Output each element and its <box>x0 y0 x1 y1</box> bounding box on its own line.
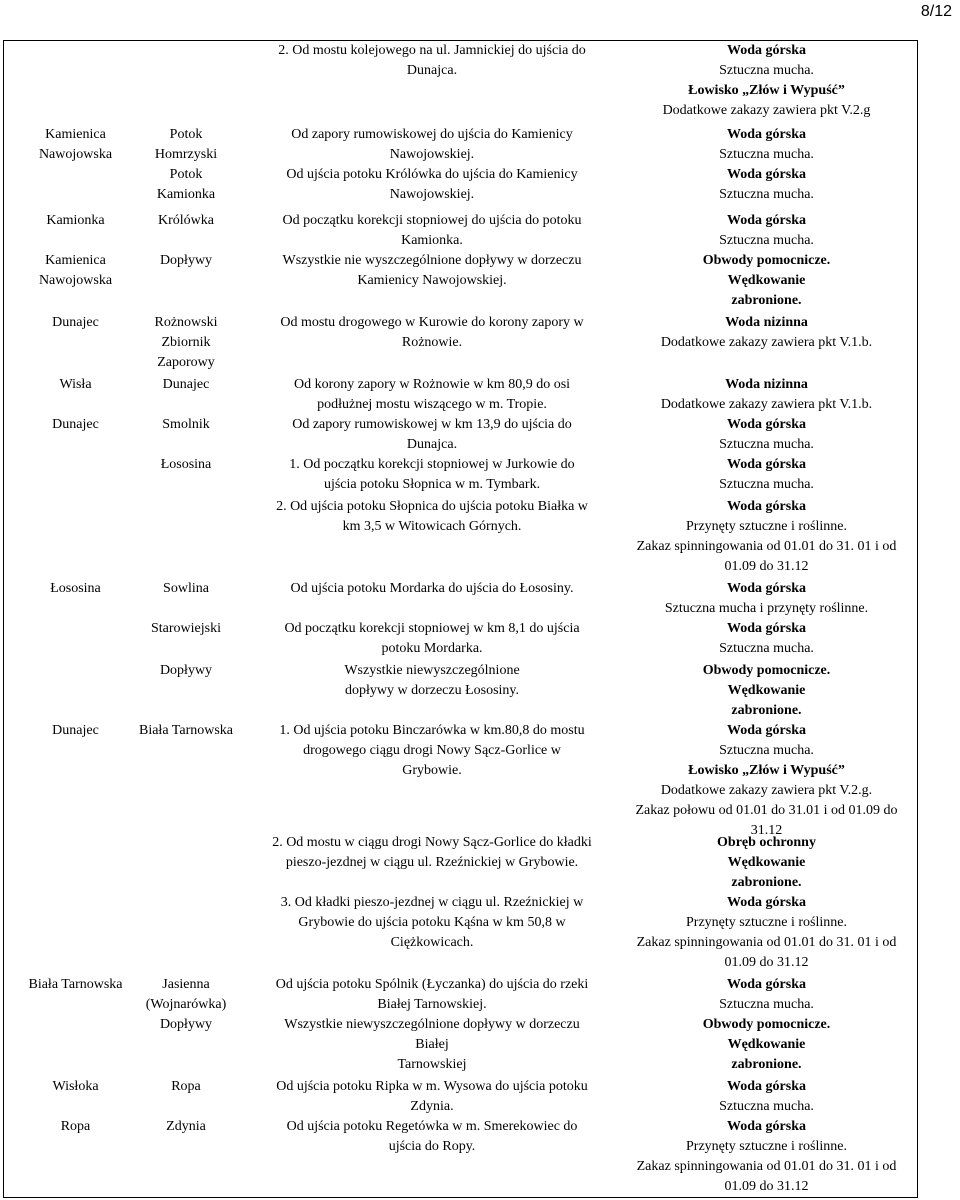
cell-line: Przynęty sztuczne i roślinne. <box>686 519 847 534</box>
cell-line: Woda górska <box>727 581 806 596</box>
cell-line: Kamionka <box>156 187 216 202</box>
rules-cell <box>614 721 919 841</box>
cell-line: Woda górska <box>727 43 806 58</box>
cell-line: Od mostu drogowego w Kurowie do korony zapory w <box>280 315 584 330</box>
cell-line: Dunajec <box>52 315 99 330</box>
cell-line: Dodatkowe zakazy zawiera pkt V.1.b. <box>660 397 873 412</box>
rules-cell <box>614 619 919 659</box>
cell-line: Jasienna <box>162 977 210 992</box>
cell-line: Wędkowanie <box>727 1037 806 1052</box>
cell-line: Od ujścia potoku Spólnik (Łyczanka) do ujścia do rzeki <box>275 977 589 992</box>
cell-line: Potok <box>169 167 203 182</box>
cell-line: Starowiejski <box>151 621 221 636</box>
cell-line: Od początku korekcji stopniowej w km 8,1 do ujścia <box>284 621 580 636</box>
cell-line: Nawojowska <box>38 273 113 288</box>
rules-cell <box>614 251 919 311</box>
cell-line: Od ujścia potoku Ripka w m. Wysowa do ujścia potoku <box>276 1079 588 1094</box>
cell-line: Sztuczna mucha. <box>719 997 814 1012</box>
cell-line: Sztuczna mucha. <box>719 437 814 452</box>
cell-line: Obręb ochronny <box>717 835 816 850</box>
range-cell <box>256 975 608 1015</box>
range-cell <box>256 497 608 537</box>
cell-line: podłużnej mostu wiszącego w m. Tropie. <box>317 397 547 412</box>
range-cell <box>256 313 608 353</box>
cell-line: Homrzyski <box>154 147 218 162</box>
cell-line: Obwody pomocnicze. <box>702 253 831 268</box>
cell-line: Wędkowanie <box>727 855 806 870</box>
cell-line: ujścia potoku Słopnica w m. Tymbark. <box>323 477 541 492</box>
rules-cell <box>614 497 919 577</box>
river-cell <box>7 251 144 291</box>
cell-line: Od zapory rumowiskowej do ujścia do Kamienicy <box>291 127 573 142</box>
cell-line: Dunajec <box>162 377 210 392</box>
cell-line: Dunajec <box>52 723 99 738</box>
cell-line: potoku Mordarka. <box>381 641 483 656</box>
range-cell <box>256 619 608 659</box>
cell-line: Od ujścia potoku Królówka do ujścia do Kamienicy <box>286 167 578 182</box>
cell-line: Królówka <box>158 213 214 228</box>
river-cell <box>7 313 144 333</box>
cell-line: ujścia do Ropy. <box>388 1139 476 1154</box>
cell-line: Potok <box>169 127 203 142</box>
cell-line: 01.09 do 31.12 <box>724 955 809 970</box>
cell-line: Smolnik <box>162 417 210 432</box>
regulations-table <box>3 40 918 1198</box>
cell-line: zabronione. <box>731 875 802 890</box>
range-cell <box>256 455 608 495</box>
cell-line: 2. Od ujścia potoku Słopnica do ujścia potoku Białka w <box>276 499 588 514</box>
rules-cell <box>614 313 919 353</box>
cell-line: 2. Od mostu kolejowego na ul. Jamnickiej do ujścia do <box>278 43 586 58</box>
cell-line: km 3,5 w Witowicach Górnych. <box>342 519 522 534</box>
rules-cell <box>614 375 919 415</box>
cell-line: Białej Tarnowskiej. <box>377 997 487 1012</box>
cell-line: Grybowie. <box>402 763 462 778</box>
cell-line: Od początku korekcji stopniowej do ujścia do potoku <box>282 213 582 228</box>
cell-line: Woda górska <box>727 1119 806 1134</box>
cell-line: Woda górska <box>727 977 806 992</box>
cell-line: Biała Tarnowska <box>138 723 233 738</box>
range-cell <box>256 579 608 599</box>
cell-line: Rożnowski <box>154 315 218 330</box>
river-cell <box>7 125 144 165</box>
cell-line: (Wojnarówka) <box>145 997 227 1012</box>
cell-line: Kamionka. <box>401 233 463 248</box>
range-cell <box>256 721 608 781</box>
cell-line: pieszo-jezdnej w ciągu ul. Rzeźnickiej w Grybowie. <box>285 855 579 870</box>
cell-line: Łososina <box>160 457 212 472</box>
rules-cell <box>614 975 919 1015</box>
cell-line: Woda górska <box>727 895 806 910</box>
section-cell <box>130 415 242 435</box>
section-cell <box>130 455 242 475</box>
cell-line: Kamienicy Nawojowskiej. <box>357 273 507 288</box>
river-cell <box>7 975 144 995</box>
cell-line: Woda nizinna <box>725 315 808 330</box>
cell-line: 3. Od kładki pieszo-jezdnej w ciągu ul. Rzeźnickiej w <box>280 895 584 910</box>
rules-cell <box>614 165 919 205</box>
cell-line: Dunajec <box>52 417 99 432</box>
cell-line: Nawojowska <box>38 147 113 162</box>
cell-line: Przynęty sztuczne i roślinne. <box>686 915 847 930</box>
range-cell <box>256 1015 608 1075</box>
cell-line: Dopływy <box>159 1017 213 1032</box>
section-cell <box>130 721 242 741</box>
rules-cell <box>614 893 919 973</box>
cell-line: zabronione. <box>731 293 802 308</box>
section-cell <box>130 1077 242 1097</box>
river-cell <box>7 1117 144 1137</box>
cell-line: Tarnowskiej <box>397 1057 467 1072</box>
section-cell <box>130 579 242 599</box>
cell-line: Woda górska <box>727 1079 806 1094</box>
range-cell <box>256 893 608 953</box>
cell-line: Sztuczna mucha. <box>719 1099 814 1114</box>
cell-line: Woda górska <box>727 127 806 142</box>
cell-line: Zaporowy <box>157 355 215 370</box>
page-number: 8/12 <box>920 3 952 20</box>
cell-line: 01.09 do 31.12 <box>724 1179 809 1194</box>
cell-line: Sztuczna mucha. <box>719 743 814 758</box>
cell-line: Woda górska <box>727 167 806 182</box>
range-cell <box>256 375 608 415</box>
range-cell <box>256 251 608 291</box>
rules-cell <box>614 211 919 251</box>
cell-line: Kamienica <box>45 127 106 142</box>
cell-line: Obwody pomocnicze. <box>702 1017 831 1032</box>
rules-cell <box>614 125 919 165</box>
cell-line: Dunajca. <box>406 63 458 78</box>
cell-line: Sztuczna mucha i przynęty roślinne. <box>664 601 869 616</box>
cell-line: Kamionka <box>46 213 105 228</box>
cell-line: Wszystkie niewyszczególnione <box>344 663 520 678</box>
cell-line: zabronione. <box>731 703 802 718</box>
cell-line: Obwody pomocnicze. <box>702 663 831 678</box>
cell-line: Woda górska <box>727 457 806 472</box>
rules-cell <box>614 1077 919 1117</box>
cell-line: Zdynia <box>166 1119 206 1134</box>
river-cell <box>7 579 144 599</box>
cell-line: Woda górska <box>727 213 806 228</box>
cell-line: Od ujścia potoku Mordarka do ujścia do Łososiny. <box>290 581 574 596</box>
cell-line: drogowego ciągu drogi Nowy Sącz-Gorlice w <box>303 743 561 758</box>
cell-line: Nawojowskiej. <box>389 187 475 202</box>
cell-line: 1. Od ujścia potoku Binczarówka w km.80,8 do mostu <box>279 723 585 738</box>
rules-cell <box>614 1117 919 1197</box>
cell-line: Zakaz połowu od 01.01 do 31.01 i od 01.09 do <box>635 803 898 818</box>
cell-line: Sztuczna mucha. <box>719 187 814 202</box>
section-cell <box>130 251 242 271</box>
cell-line: Woda górska <box>727 417 806 432</box>
cell-line: Woda górska <box>727 723 806 738</box>
cell-line: Wisła <box>59 377 92 392</box>
section-cell <box>130 661 242 681</box>
cell-line: Łowisko „Złów i Wypuść” <box>688 763 845 778</box>
cell-line: Sztuczna mucha. <box>719 233 814 248</box>
cell-line: Łowisko „Złów i Wypuść” <box>688 83 845 98</box>
cell-line: Nawojowskiej. <box>389 147 475 162</box>
river-cell <box>7 1077 144 1097</box>
cell-line: Białej <box>415 1037 449 1052</box>
cell-line: Łososina <box>50 581 101 596</box>
cell-line: 31.12 <box>750 823 783 838</box>
cell-line: Przynęty sztuczne i roślinne. <box>686 1139 847 1154</box>
river-cell <box>7 375 144 395</box>
cell-line: Kamienica <box>45 253 106 268</box>
rules-cell <box>614 41 919 121</box>
section-cell <box>130 165 242 205</box>
range-cell <box>256 1117 608 1157</box>
cell-line: Dopływy <box>159 663 213 678</box>
range-cell <box>256 833 608 873</box>
range-cell <box>256 661 608 701</box>
cell-line: Dodatkowe zakazy zawiera pkt V.1.b. <box>660 335 873 350</box>
cell-line: Wisłoka <box>52 1079 99 1094</box>
section-cell <box>130 313 242 373</box>
cell-line: Wszystkie nie wyszczególnione dopływy w dorzeczu <box>282 253 582 268</box>
cell-line: Dodatkowe zakazy zawiera pkt V.2.g. <box>660 783 873 798</box>
section-cell <box>130 375 242 395</box>
section-cell <box>130 619 242 639</box>
cell-line: 2. Od mostu w ciągu drogi Nowy Sącz-Gorlice do kładki <box>272 835 592 850</box>
cell-line: Rożnowie. <box>401 335 463 350</box>
cell-line: Woda górska <box>727 621 806 636</box>
cell-line: Zbiornik <box>161 335 211 350</box>
cell-line: zabronione. <box>731 1057 802 1072</box>
range-cell <box>256 211 608 251</box>
cell-line: Zakaz spinningowania od 01.01 do 31. 01 i od <box>636 1159 897 1174</box>
cell-line: Dunajca. <box>406 437 458 452</box>
range-cell <box>256 1077 608 1117</box>
rules-cell <box>614 455 919 495</box>
river-cell <box>7 721 144 741</box>
cell-line: Dodatkowe zakazy zawiera pkt V.2.g <box>662 103 871 118</box>
cell-line: Grybowie do ujścia potoku Kąśna w km 50,8 w <box>298 915 566 930</box>
rules-cell <box>614 1015 919 1075</box>
cell-line: Od ujścia potoku Regetówka w m. Smerekowiec do <box>286 1119 578 1134</box>
cell-line: Woda nizinna <box>725 377 808 392</box>
cell-line: Woda górska <box>727 499 806 514</box>
cell-line: Od zapory rumowiskowej w km 13,9 do ujścia do <box>292 417 572 432</box>
section-cell <box>130 211 242 231</box>
cell-line: Sztuczna mucha. <box>719 63 814 78</box>
rules-cell <box>614 579 919 619</box>
cell-line: Ropa <box>60 1119 91 1134</box>
rules-cell <box>614 661 919 721</box>
cell-line: Biała Tarnowska <box>28 977 123 992</box>
cell-line: Ciężkowicach. <box>390 935 474 950</box>
section-cell <box>130 125 242 165</box>
range-cell <box>256 165 608 205</box>
cell-line: Sztuczna mucha. <box>719 477 814 492</box>
rules-cell <box>614 833 919 893</box>
cell-line: Wszystkie niewyszczególnione dopływy w dorzeczu <box>284 1017 580 1032</box>
cell-line: 1. Od początku korekcji stopniowej w Jurkowie do <box>289 457 575 472</box>
cell-line: Sztuczna mucha. <box>719 641 814 656</box>
river-cell <box>7 211 144 231</box>
section-cell <box>130 975 242 1015</box>
cell-line: Wędkowanie <box>727 683 806 698</box>
cell-line: Ropa <box>171 1079 201 1094</box>
cell-line: Zdynia. <box>410 1099 454 1114</box>
range-cell <box>256 415 608 455</box>
section-cell <box>130 1117 242 1137</box>
river-cell <box>7 415 144 435</box>
cell-line: dopływy w dorzeczu Łososiny. <box>344 683 520 698</box>
section-cell <box>130 1015 242 1035</box>
cell-line: Zakaz spinningowania od 01.01 do 31. 01 i od <box>636 935 897 950</box>
cell-line: Od korony zapory w Rożnowie w km 80,9 do osi <box>293 377 571 392</box>
cell-line: Dopływy <box>159 253 213 268</box>
range-cell <box>256 41 608 81</box>
cell-line: Sztuczna mucha. <box>719 147 814 162</box>
range-cell <box>256 125 608 165</box>
cell-line: Wędkowanie <box>727 273 806 288</box>
cell-line: 01.09 do 31.12 <box>724 559 809 574</box>
rules-cell <box>614 415 919 455</box>
cell-line: Sowlina <box>163 581 209 596</box>
cell-line: Zakaz spinningowania od 01.01 do 31. 01 i od <box>636 539 897 554</box>
